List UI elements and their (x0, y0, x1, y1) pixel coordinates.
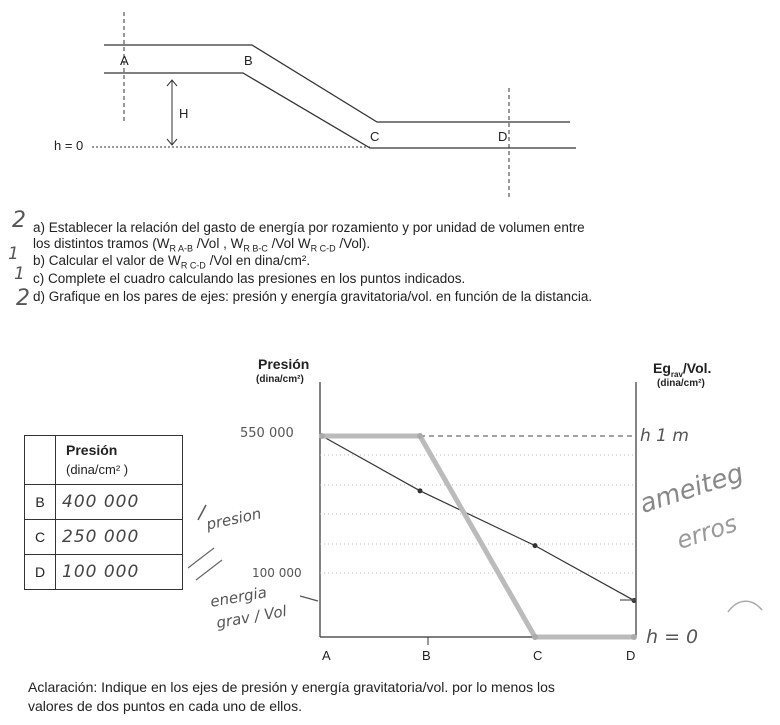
question-a-line1: a) Establecer la relación del gasto de energía por rozamiento y por unidad de volumen entre (33, 220, 585, 235)
x-label-b: B (422, 648, 431, 663)
left-axis-title: Presión (258, 356, 310, 372)
point-b-label: B (244, 53, 253, 68)
pressure-point (632, 598, 637, 603)
score-mark-a: 2 (12, 208, 26, 233)
energia-note-1: energia (208, 583, 269, 611)
question-c: c) Complete el cuadro calculando las presiones en los puntos indicados. (33, 271, 466, 286)
right-label-bottom: h = 0 (646, 626, 699, 648)
row-pressure-value: 400 000 (56, 485, 183, 520)
reference-level-label: h = 0 (54, 138, 84, 153)
x-label-c: C (533, 648, 543, 663)
score-mark-c: 1 (14, 264, 25, 284)
point-a-label: A (120, 53, 129, 68)
point-d-label: D (498, 129, 508, 144)
clarification-line2: valores de dos puntos en cada uno de ellos. (28, 698, 302, 714)
pressure-series-line (322, 436, 634, 600)
left-axis-unit: (dina/cm²) (256, 374, 304, 385)
energy-point (417, 433, 423, 439)
score-mark-d: 2 (16, 286, 30, 311)
x-label-a: A (322, 648, 331, 663)
right-axis-title: $Eg_{rav}$/Vol. (653, 360, 712, 379)
energy-point (532, 634, 538, 640)
table-header-title: Presión (66, 442, 118, 458)
presion-note: presion (204, 504, 263, 534)
table-header-unit: (dina/cm² ) (66, 462, 129, 477)
right-axis-unit: (dina/cm²) (657, 378, 705, 389)
energy-series-line (322, 436, 634, 637)
energy-point (319, 433, 325, 439)
height-label: H (179, 106, 189, 121)
row-point-label: D (25, 555, 56, 590)
clarification-note (28, 678, 555, 716)
pressure-point (418, 488, 423, 493)
row-pressure-value: 100 000 (56, 555, 183, 590)
question-d: d) Grafique en los pares de ejes: presión y energía gravitatoria/vol. en función de la distancia. (33, 289, 593, 304)
energy-point (631, 634, 637, 640)
row-point-label: C (25, 520, 56, 555)
row-point-label: B (25, 485, 56, 520)
clarification-line1: Aclaración: Indique en los ejes de presión y energía gravitatoria/vol. por lo menos los (28, 679, 555, 695)
score-mark-b: 1 (8, 244, 19, 264)
side-note-1: ameiteg (635, 458, 748, 520)
pressure-point (533, 543, 538, 548)
y-label-low: 100 000 (252, 566, 302, 580)
point-c-label: C (370, 129, 380, 144)
side-note-2: erros (673, 509, 741, 555)
x-label-d: D (626, 648, 636, 663)
question-a-line2: los distintos tramos ($W_{R A-B}$ /Vol , $W_{R B-C}$ /Vol $W_{R C-D}$ /Vol). (33, 236, 371, 254)
question-b: b) Calcular el valor de $W_{R C-D}$ /Vol en dina/cm². (33, 253, 311, 271)
energia-note-2: grav / Vol (214, 601, 289, 633)
y-label-top: 550 000 (240, 426, 294, 441)
right-label-top: h 1 m (640, 426, 689, 446)
row-pressure-value: 250 000 (56, 520, 183, 555)
